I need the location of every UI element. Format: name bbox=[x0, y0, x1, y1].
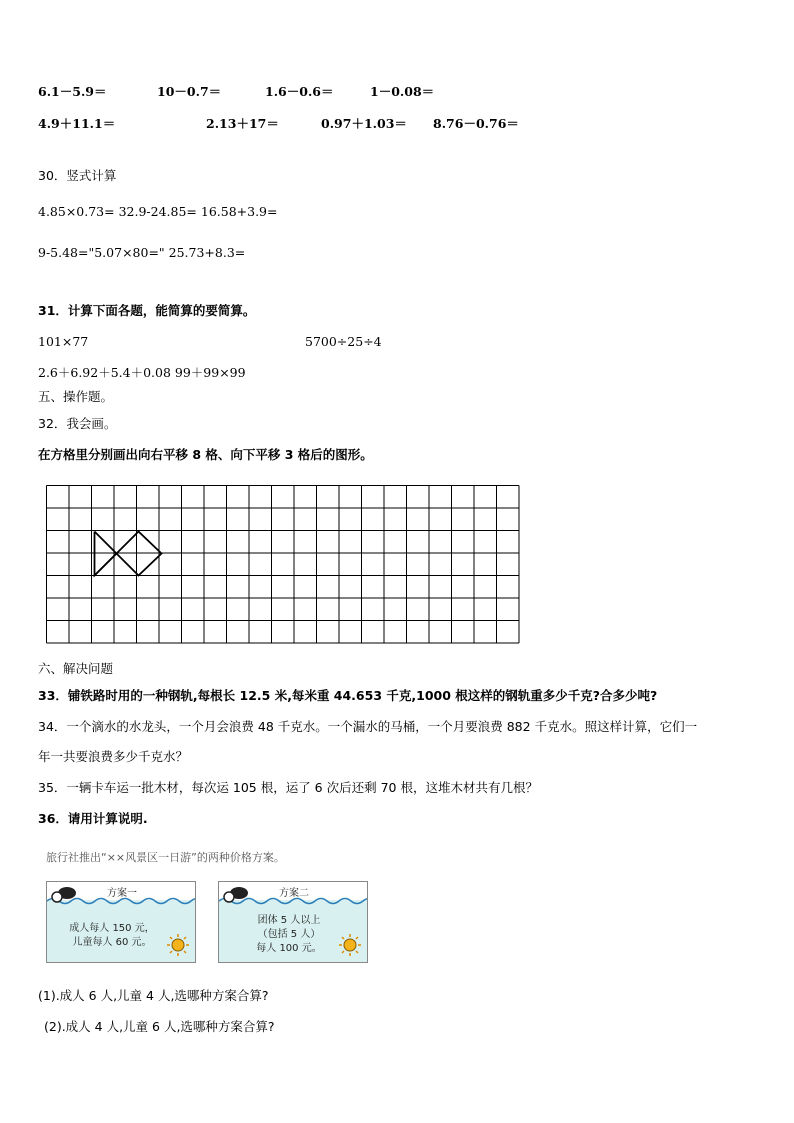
scheme-2-text bbox=[249, 914, 329, 956]
scheme-1-text bbox=[67, 922, 157, 950]
section-5-heading: 五、操作题。 bbox=[38, 389, 114, 404]
q30-title: 30．竖式计算 bbox=[38, 168, 117, 183]
scheme-1-line2: 儿童每人 60 元。 bbox=[72, 937, 152, 948]
q31-item2: 5700÷25÷4 bbox=[305, 334, 382, 349]
q34-line2: 年一共要浪费多少千克水？ bbox=[38, 749, 189, 764]
scheme-2-line2: （包括 5 人） bbox=[257, 929, 321, 940]
calc-2-1: 4.9＋11.1＝ bbox=[38, 116, 116, 131]
q36-title: 36．请用计算说明. bbox=[38, 811, 148, 826]
calc-1-1: 6.1－5.9＝ bbox=[38, 84, 107, 99]
scheme-caption: 旅行社推出“××风景区一日游”的两种价格方案。 bbox=[46, 851, 285, 864]
q30-line2: 9-5.48="5.07×80=" 25.73+8.3= bbox=[38, 245, 246, 260]
q34-line1: 34．一个滴水的水龙头，一个月会浪费 48 千克水。一个漏水的马桶，一个月要浪费 882 千克水。照这样计算，它们一 bbox=[38, 719, 698, 734]
calc-2-2: 2.13＋17＝ bbox=[206, 116, 279, 131]
scheme-2-label: 方案二 bbox=[279, 888, 309, 899]
q32-title: 32．我会画。 bbox=[38, 416, 117, 431]
calc-2-3: 0.97＋1.03＝ bbox=[321, 116, 407, 131]
calc-1-4: 1－0.08＝ bbox=[370, 84, 435, 99]
q32-instruction: 在方格里分别画出向右平移 8 格、向下平移 3 格后的图形。 bbox=[38, 447, 373, 462]
q36-sub1: (1).成人 6 人,儿童 4 人,选哪种方案合算? bbox=[38, 988, 269, 1003]
sun-icon bbox=[339, 934, 361, 956]
calc-1-3: 1.6－0.6＝ bbox=[265, 84, 334, 99]
q35-text: 35．一辆卡车运一批木材，每次运 105 根，运了 6 次后还剩 70 根，这堆木材共有几根？ bbox=[38, 780, 538, 795]
whistle-icon bbox=[223, 885, 249, 903]
q33-text: 33．铺铁路时用的一种钢轨,每根长 12.5 米,每米重 44.653 千克,1000 根这样的钢轨重多少千克?合多少吨? bbox=[38, 688, 658, 703]
scheme-1-card bbox=[46, 881, 196, 963]
scheme-2-card bbox=[218, 881, 368, 963]
scheme-1-line1: 成人每人 150 元， bbox=[69, 923, 155, 934]
calc-1-2: 10－0.7＝ bbox=[157, 84, 222, 99]
q36-sub2: (2).成人 4 人,儿童 6 人,选哪种方案合算? bbox=[44, 1019, 275, 1034]
section-6-heading: 六、解决问题 bbox=[38, 661, 114, 676]
scheme-1-label: 方案一 bbox=[107, 888, 137, 899]
scheme-2-line3: 每人 100 元。 bbox=[256, 943, 322, 954]
q30-line1: 4.85×0.73= 32.9-24.85= 16.58+3.9= bbox=[38, 204, 278, 219]
grid-svg bbox=[46, 485, 528, 649]
square-grid bbox=[46, 485, 528, 653]
sun-icon bbox=[167, 934, 189, 956]
whistle-icon bbox=[51, 885, 77, 903]
q31-item1: 101×77 bbox=[38, 334, 89, 349]
scheme-2-line1: 团体 5 人以上 bbox=[257, 915, 321, 926]
q31-title: 31．计算下面各题，能简算的要简算。 bbox=[38, 303, 256, 318]
q31-line2: 2.6＋6.92＋5.4＋0.08 99＋99×99 bbox=[38, 365, 246, 380]
calc-2-4: 8.76－0.76＝ bbox=[433, 116, 519, 131]
